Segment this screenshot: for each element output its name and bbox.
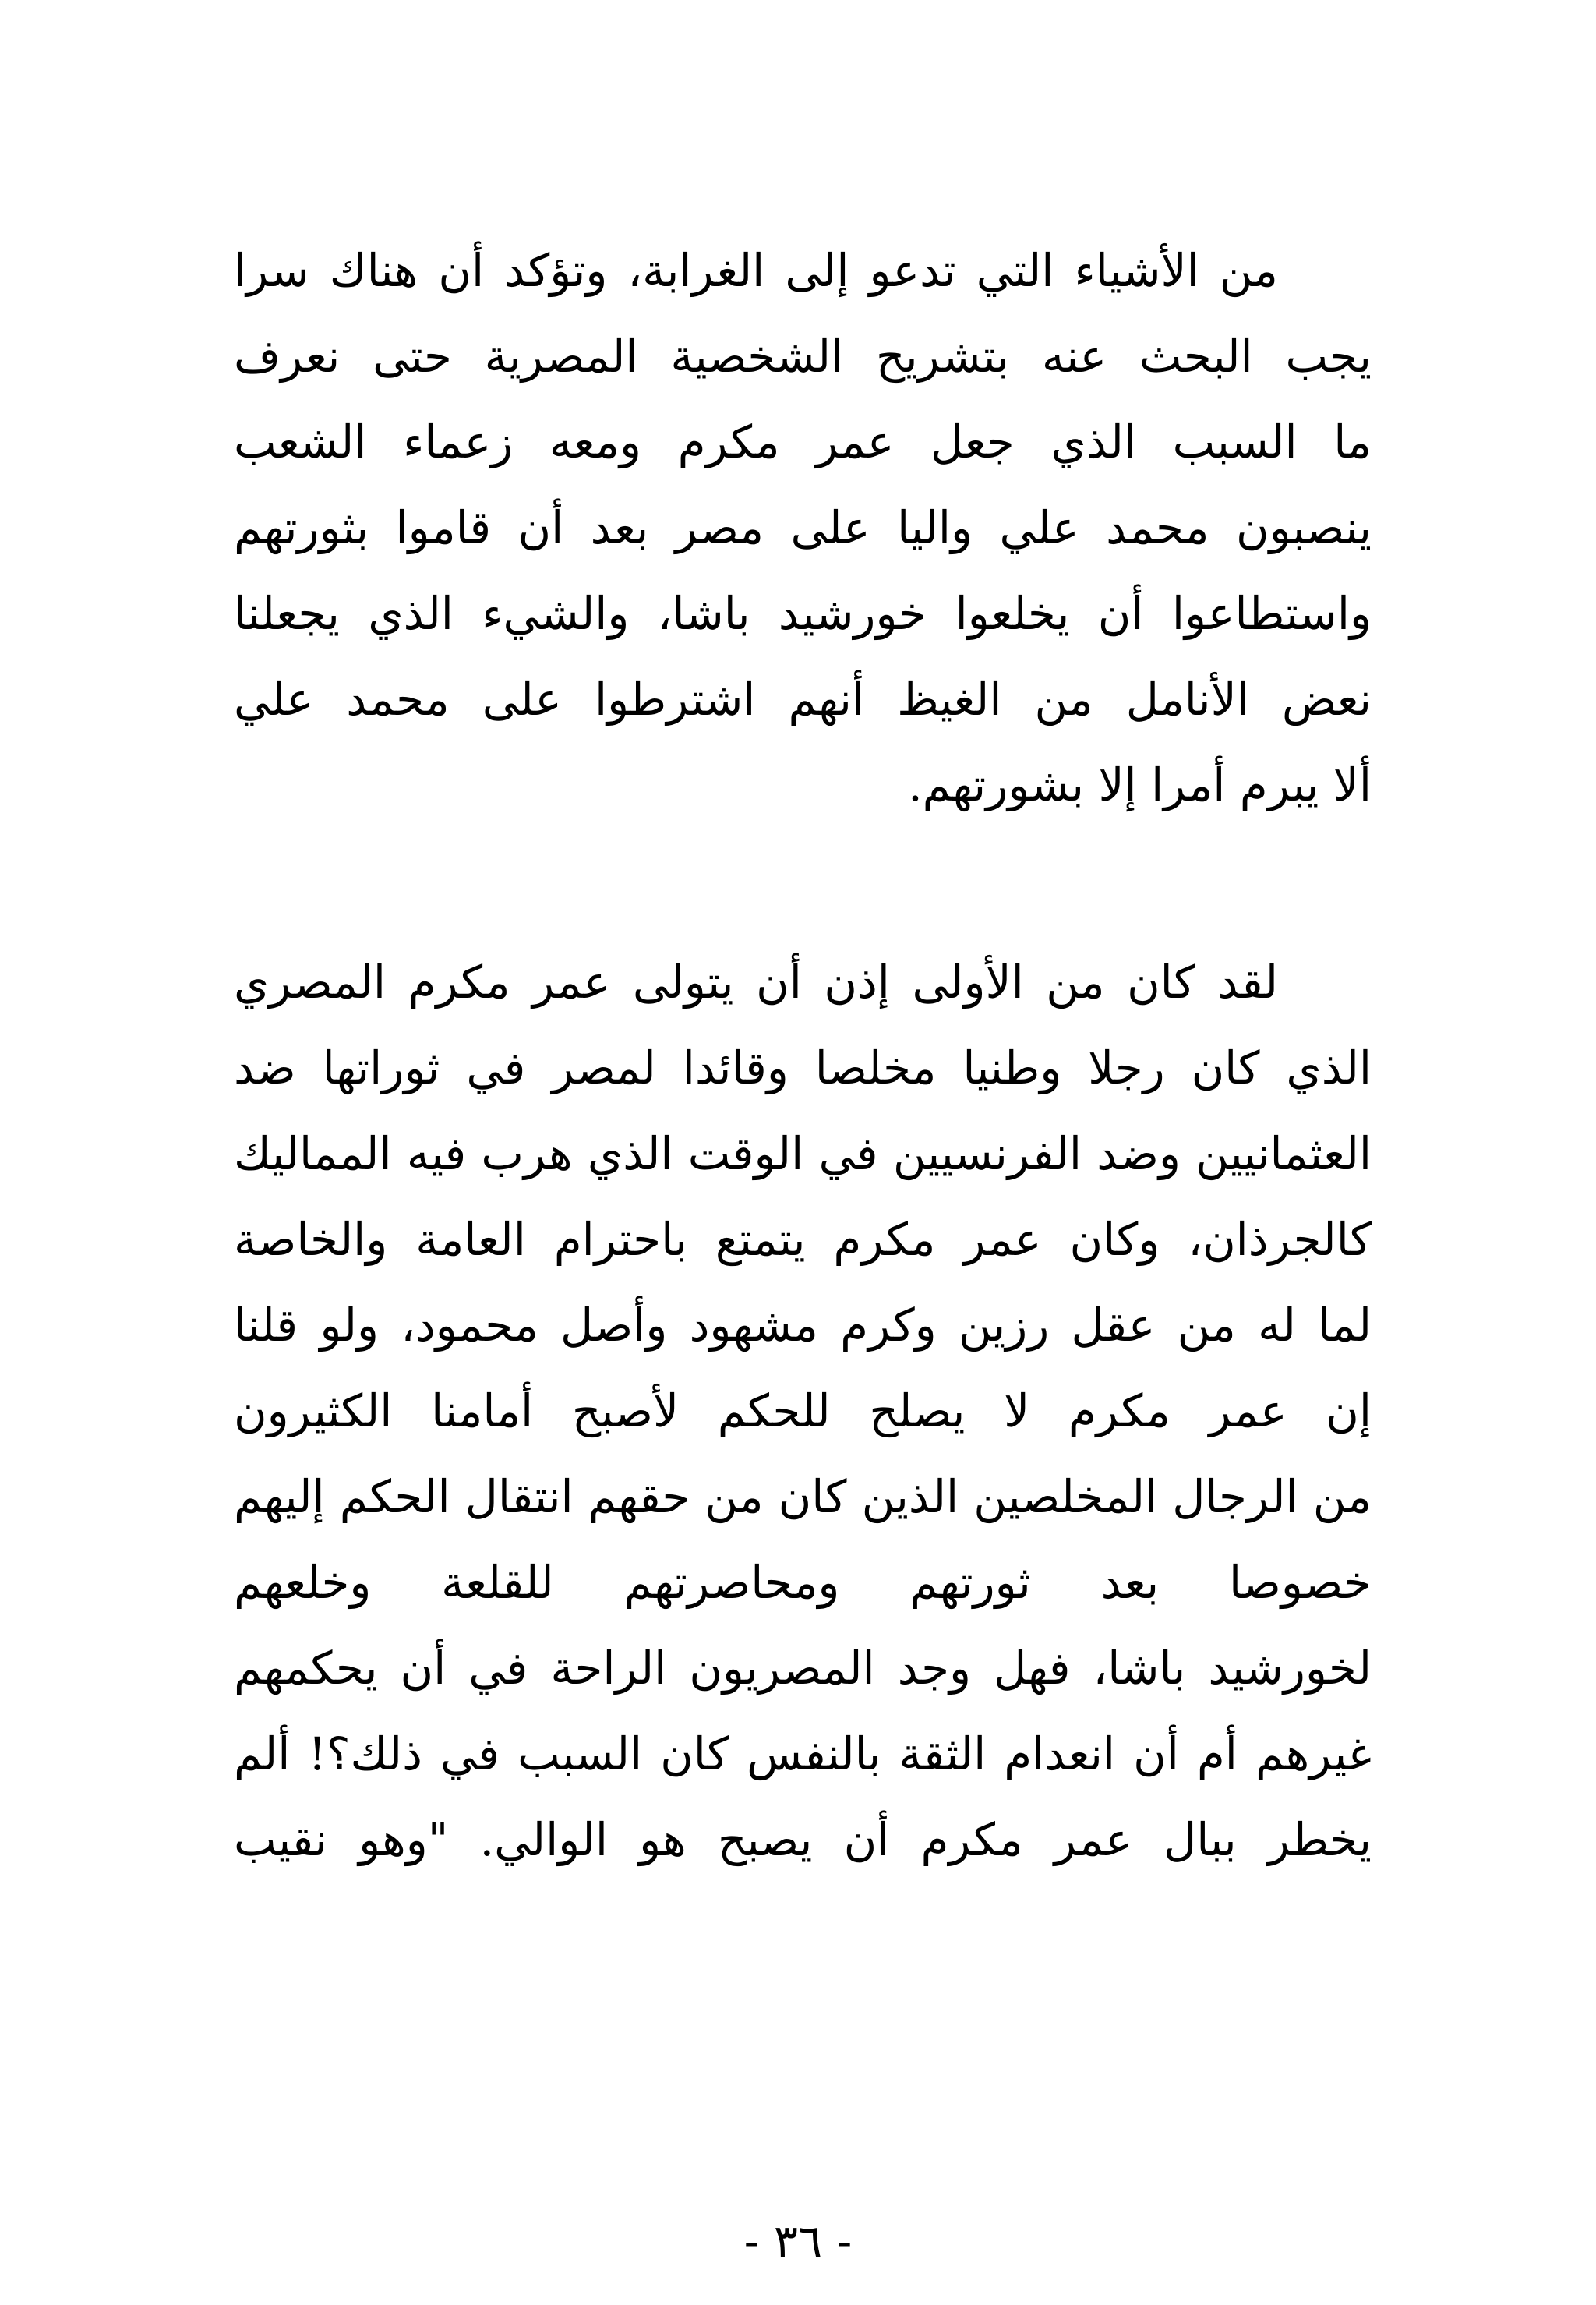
- paragraph-line: من الرجال المخلصين الذين كان من حقهم انتقال الحكم إليهم: [234, 1470, 1372, 1523]
- paragraph-line: إن عمر مكرم لا يصلح للحكم لأصبح أمامنا الكثيرون: [234, 1384, 1372, 1437]
- paragraph-2: [234, 939, 1372, 1883]
- paragraph-line: يخطر ببال عمر مكرم أن يصبح هو الوالي. "وهو نقيب: [234, 1813, 1372, 1866]
- paragraph-line: يجب البحث عنه بتشريح الشخصية المصرية حتى نعرف: [234, 330, 1372, 383]
- paragraph-line: واستطاعوا أن يخلعوا خورشيد باشا، والشيء الذي يجعلنا: [234, 587, 1372, 640]
- paragraph-line: ينصبون محمد علي واليا على مصر بعد أن قاموا بثورتهم: [234, 501, 1372, 554]
- paragraph-line: نعض الأنامل من الغيظ أنهم اشترطوا على محمد علي: [234, 673, 1372, 726]
- paragraph-line: العثمانيين وضد الفرنسيين في الوقت الذي هرب فيه المماليك: [234, 1127, 1372, 1180]
- paragraph-line: خصوصا بعد ثورتهم ومحاصرتهم للقلعة وخلعهم: [234, 1556, 1372, 1609]
- paragraph-line: ألا يبرم أمرا إلا بشورتهم.: [908, 758, 1372, 811]
- paragraph-line: لما له من عقل رزين وكرم مشهود وأصل محمود، ولو قلنا: [234, 1299, 1372, 1352]
- paragraph-1: [234, 228, 1372, 828]
- paragraph-line: لخورشيد باشا، فهل وجد المصريون الراحة في أن يحكمهم: [234, 1642, 1372, 1695]
- page-number: - ٣٦ -: [743, 2215, 853, 2268]
- paragraph-line: من الأشياء التي تدعو إلى الغرابة، وتؤكد أن هناك سرا: [234, 244, 1278, 297]
- paragraph-line: ما السبب الذي جعل عمر مكرم ومعه زعماء الشعب: [234, 415, 1372, 468]
- paragraph-line: غيرهم أم أن انعدام الثقة بالنفس كان السبب في ذلك؟! ألم: [234, 1727, 1372, 1780]
- paragraph-line: الذي كان رجلا وطنيا مخلصا وقائدا لمصر في ثوراتها ضد: [234, 1041, 1372, 1094]
- paragraph-line: لقد كان من الأولى إذن أن يتولى عمر مكرم المصري: [234, 956, 1278, 1009]
- paragraph-line: كالجرذان، وكان عمر مكرم يتمتع باحترام العامة والخاصة: [234, 1213, 1372, 1266]
